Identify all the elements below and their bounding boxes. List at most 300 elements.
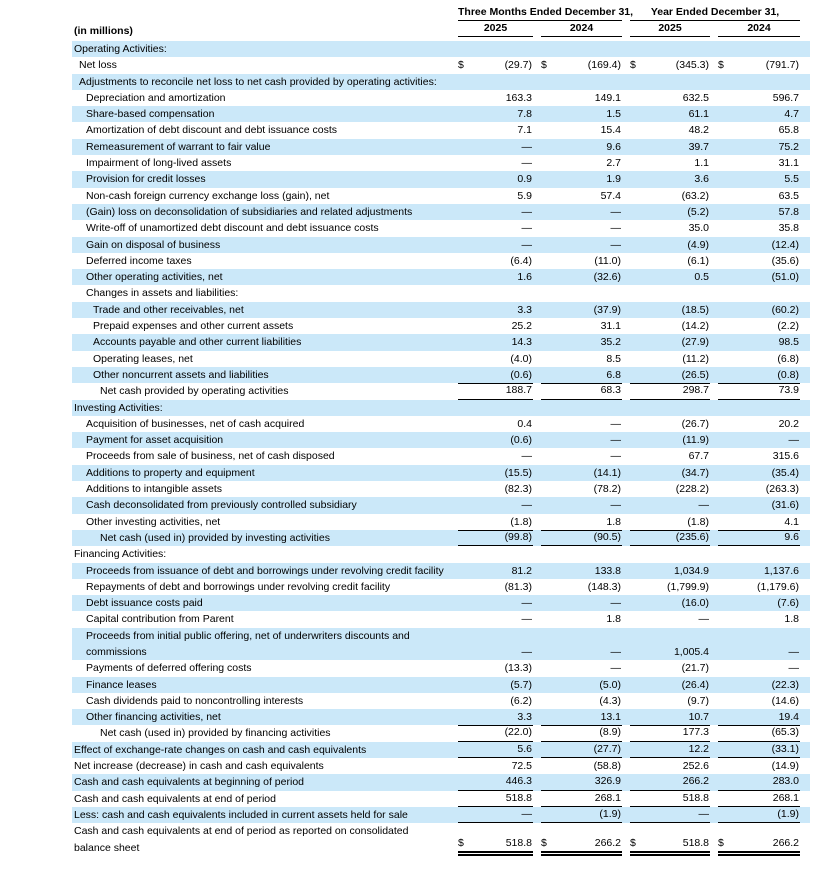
value-cell	[710, 693, 800, 709]
row-label: Other operating activities, net	[86, 271, 223, 284]
cell-value: (148.3)	[587, 580, 622, 593]
row-label: Cash and cash equivalents at end of period as reported on consolidated balance sheet	[74, 825, 409, 854]
value-cell	[450, 400, 533, 416]
dollar-sign: $	[630, 836, 636, 849]
cell-value: 1.8	[606, 515, 622, 528]
row-right-padding	[800, 465, 810, 481]
cell-value: —	[610, 597, 622, 610]
value-cell	[622, 448, 710, 464]
cell-value: 14.3	[511, 336, 532, 349]
value-cell	[533, 416, 622, 432]
value-cell	[450, 106, 533, 122]
cell-value: (22.3)	[771, 678, 800, 691]
cell-value: 15.4	[600, 124, 622, 137]
cell-value: (27.9)	[681, 336, 710, 349]
row-label: Operating leases, net	[93, 352, 193, 365]
table-row	[72, 171, 810, 187]
table-row	[72, 90, 810, 106]
row-label: Cash deconsolidated from previously controlled subsidiary	[86, 499, 357, 512]
row-right-padding	[800, 677, 810, 693]
table-row	[72, 677, 810, 693]
cell-value: —	[788, 662, 800, 675]
cell-value: —	[610, 450, 622, 463]
table-row	[72, 122, 810, 138]
row-label: Trade and other receivables, net	[93, 303, 244, 316]
cell-value: —	[521, 613, 532, 626]
cell-value: 1.6	[517, 271, 532, 284]
value-cell	[533, 660, 622, 676]
value-cell	[533, 791, 622, 807]
value-cell	[710, 563, 800, 579]
cell-value: (14.2)	[681, 320, 710, 333]
value-cell	[710, 90, 800, 106]
cell-value: 1,137.6	[763, 564, 800, 577]
value-cell	[622, 351, 710, 367]
value-cell	[622, 497, 710, 513]
row-label: Capital contribution from Parent	[86, 613, 234, 626]
cell-value: 3.6	[694, 173, 710, 186]
value-cell	[710, 628, 800, 661]
cell-value: (35.6)	[771, 254, 800, 267]
row-label: Effect of exchange-rate changes on cash and cash equivalents	[74, 743, 367, 756]
cell-value: 326.9	[594, 775, 622, 788]
row-label: Gain on disposal of business	[86, 238, 221, 251]
value-cell	[533, 742, 622, 758]
cell-value: (5.0)	[599, 678, 622, 691]
cell-value: 149.1	[594, 91, 622, 104]
value-cell	[450, 725, 533, 741]
value-cell	[710, 709, 800, 725]
value-cell	[622, 807, 710, 823]
cell-value: —	[521, 450, 532, 463]
row-right-padding	[800, 318, 810, 334]
value-cell	[533, 57, 622, 73]
cell-value: (0.6)	[510, 434, 532, 447]
value-cell	[622, 253, 710, 269]
section-header-row	[72, 41, 810, 57]
row-right-padding	[800, 334, 810, 350]
value-cell	[710, 677, 800, 693]
value-cell	[450, 807, 533, 823]
value-cell	[710, 791, 800, 807]
table-row	[72, 204, 810, 220]
cell-value: 25.2	[511, 320, 532, 333]
cell-value: —	[521, 157, 532, 170]
value-cell	[622, 188, 710, 204]
value-cell	[710, 155, 800, 171]
value-cell	[710, 807, 800, 823]
value-cell	[710, 122, 800, 138]
row-right-padding	[800, 611, 810, 627]
row-right-padding	[800, 204, 810, 220]
value-cell	[533, 237, 622, 253]
value-cell	[710, 416, 800, 432]
cell-value: (11.0)	[594, 254, 622, 267]
cell-value: 1.9	[606, 173, 622, 186]
dollar-sign: $	[718, 836, 724, 849]
cell-value: 35.2	[600, 336, 622, 349]
value-cell	[622, 220, 710, 236]
value-cell	[533, 595, 622, 611]
value-cell	[622, 595, 710, 611]
value-cell	[622, 57, 710, 73]
cell-value: (0.6)	[510, 368, 532, 381]
value-cell	[533, 579, 622, 595]
row-label: Additions to property and equipment	[86, 466, 255, 479]
cell-value: 0.9	[517, 173, 532, 186]
cell-value: (11.2)	[682, 352, 710, 365]
value-cell	[533, 139, 622, 155]
value-cell	[450, 530, 533, 546]
cell-value: 35.8	[778, 222, 800, 235]
value-cell	[450, 367, 533, 383]
cell-value: (90.5)	[593, 530, 622, 543]
value-cell	[622, 269, 710, 285]
value-cell	[622, 367, 710, 383]
value-cell	[710, 595, 800, 611]
cell-value: 57.8	[778, 205, 800, 218]
cell-value: (32.6)	[593, 271, 622, 284]
value-cell	[710, 237, 800, 253]
cell-value: (65.3)	[771, 726, 800, 739]
value-cell	[533, 448, 622, 464]
cell-value: 596.7	[772, 91, 800, 104]
cell-value: —	[521, 597, 532, 610]
cell-value: 31.1	[778, 157, 800, 170]
value-cell	[622, 106, 710, 122]
row-label: Adjustments to reconcile net loss to net cash provided by operating activities:	[79, 75, 437, 88]
value-cell	[622, 302, 710, 318]
value-cell	[450, 546, 533, 562]
value-cell	[533, 725, 622, 741]
table-row	[72, 791, 810, 807]
cell-value: (11.9)	[682, 434, 710, 447]
table-row	[72, 253, 810, 269]
row-right-padding	[800, 383, 810, 399]
cell-value: 1.8	[606, 613, 622, 626]
row-label: Net loss	[79, 59, 117, 72]
dollar-sign: $	[541, 836, 547, 849]
cell-value: 13.1	[600, 711, 622, 724]
row-label: Net cash (used in) provided by financing activities	[100, 727, 331, 740]
value-cell	[622, 122, 710, 138]
cell-value: 68.3	[600, 384, 622, 397]
table-row	[72, 416, 810, 432]
cell-value: (29.7)	[504, 59, 532, 72]
table-row	[72, 807, 810, 823]
value-cell	[533, 807, 622, 823]
value-cell	[622, 171, 710, 187]
row-right-padding	[800, 237, 810, 253]
table-row	[72, 774, 810, 790]
value-cell	[710, 579, 800, 595]
value-cell	[622, 758, 710, 774]
value-cell	[622, 546, 710, 562]
value-cell	[622, 465, 710, 481]
cell-value: (6.2)	[510, 694, 532, 707]
row-right-padding	[800, 139, 810, 155]
cell-value: 6.8	[606, 368, 622, 381]
value-cell	[533, 677, 622, 693]
value-cell	[710, 74, 800, 90]
row-right-padding	[800, 351, 810, 367]
value-cell	[710, 481, 800, 497]
value-cell	[710, 106, 800, 122]
cell-value: —	[610, 205, 622, 218]
value-cell	[622, 318, 710, 334]
cell-value: (26.5)	[681, 368, 710, 381]
cell-value: 4.1	[784, 515, 800, 528]
cell-value: (34.7)	[681, 466, 710, 479]
value-cell	[710, 546, 800, 562]
value-cell	[710, 204, 800, 220]
table-row	[72, 432, 810, 448]
cell-value: 268.1	[772, 791, 800, 804]
table-row	[72, 57, 810, 73]
table-row	[72, 725, 810, 741]
cell-value: (51.0)	[771, 271, 800, 284]
table-row	[72, 823, 810, 856]
section-header-row	[72, 546, 810, 562]
cell-value: —	[698, 613, 710, 626]
cell-value: (5.7)	[510, 678, 532, 691]
value-cell	[450, 416, 533, 432]
cell-value: 133.8	[594, 564, 622, 577]
value-cell	[710, 660, 800, 676]
unit-label: (in millions)	[74, 25, 133, 37]
cell-value: 2.7	[606, 157, 622, 170]
cell-value: 72.5	[511, 760, 532, 773]
group-year-ended	[622, 6, 800, 21]
table-row	[72, 383, 810, 399]
value-cell	[533, 220, 622, 236]
value-cell	[622, 563, 710, 579]
value-cell	[450, 628, 533, 661]
table-row	[72, 106, 810, 122]
value-cell	[622, 725, 710, 741]
cell-value: —	[610, 645, 622, 658]
value-cell	[450, 269, 533, 285]
value-cell	[533, 611, 622, 627]
cell-value: (15.5)	[504, 466, 532, 479]
cell-value: 48.2	[688, 124, 710, 137]
value-cell	[450, 237, 533, 253]
cell-value: 5.6	[517, 742, 532, 755]
cell-value: (33.1)	[771, 742, 800, 755]
value-cell	[533, 171, 622, 187]
cell-value: 163.3	[505, 91, 532, 104]
row-label: Proceeds from issuance of debt and borrowings under revolving credit facility	[86, 564, 444, 577]
cell-value: 7.8	[517, 108, 532, 121]
cell-value: (4.3)	[599, 694, 622, 707]
row-label: Net cash provided by operating activities	[100, 385, 289, 398]
cell-value: (27.7)	[593, 742, 622, 755]
value-cell	[710, 758, 800, 774]
cell-value: 19.4	[778, 711, 800, 724]
row-label: Impairment of long-lived assets	[86, 157, 232, 170]
value-cell	[533, 497, 622, 513]
value-cell	[710, 823, 800, 856]
value-cell	[450, 563, 533, 579]
cell-value: 39.7	[688, 140, 710, 153]
cash-flow-table	[72, 6, 810, 856]
row-right-padding	[800, 269, 810, 285]
row-right-padding	[800, 563, 810, 579]
value-cell	[622, 791, 710, 807]
group-year-ended-label: Year Ended December 31,	[630, 6, 800, 21]
value-cell	[622, 579, 710, 595]
row-label: Payments of deferred offering costs	[86, 662, 252, 675]
value-cell	[622, 204, 710, 220]
cell-value: (1.9)	[777, 807, 800, 820]
cell-value: 518.8	[682, 836, 710, 849]
value-cell	[533, 709, 622, 725]
value-cell	[710, 432, 800, 448]
row-right-padding	[800, 774, 810, 790]
row-label: Share-based compensation	[86, 108, 215, 121]
row-right-padding	[800, 497, 810, 513]
row-label: Less: cash and cash equivalents included in current assets held for sale	[74, 808, 408, 821]
value-cell	[622, 74, 710, 90]
cell-value: 252.6	[682, 760, 710, 773]
table-row	[72, 514, 810, 530]
row-right-padding	[800, 595, 810, 611]
cell-value: (263.3)	[765, 483, 800, 496]
cell-value: (13.3)	[504, 662, 532, 675]
table-row	[72, 693, 810, 709]
cell-value: (63.2)	[681, 189, 710, 202]
cell-value: 1.5	[606, 108, 622, 121]
value-cell	[450, 791, 533, 807]
group-three-months-label: Three Months Ended December 31,	[458, 6, 622, 21]
cell-value: —	[610, 222, 622, 235]
value-cell	[622, 774, 710, 790]
cell-value: 315.6	[772, 450, 800, 463]
value-cell	[710, 41, 800, 57]
row-label: Operating Activities:	[74, 43, 167, 55]
row-label: Net cash (used in) provided by investing activities	[100, 531, 330, 544]
cell-value: 31.1	[600, 320, 622, 333]
row-label: Remeasurement of warrant to fair value	[86, 140, 271, 153]
row-label: Proceeds from initial public offering, net of underwriters discounts and commissions	[86, 629, 410, 658]
table-row	[72, 530, 810, 546]
cell-value: 283.0	[772, 775, 800, 788]
value-cell	[710, 448, 800, 464]
cell-value: —	[521, 807, 532, 820]
row-label: Other financing activities, net	[86, 711, 221, 724]
row-right-padding	[800, 90, 810, 106]
value-cell	[450, 74, 533, 90]
cell-value: 4.7	[784, 108, 800, 121]
value-cell	[533, 155, 622, 171]
table-row	[72, 742, 810, 758]
row-label: Cash and cash equivalents at beginning of period	[74, 776, 304, 789]
value-cell	[450, 595, 533, 611]
cell-value: (21.7)	[681, 662, 710, 675]
value-cell	[710, 774, 800, 790]
value-cell	[622, 742, 710, 758]
table-row	[72, 563, 810, 579]
row-right-padding	[800, 807, 810, 823]
value-cell	[450, 220, 533, 236]
section-header-row	[72, 400, 810, 416]
value-cell	[622, 416, 710, 432]
value-cell	[710, 742, 800, 758]
cell-value: —	[788, 434, 800, 447]
cell-value: (0.8)	[777, 368, 800, 381]
cell-value: (235.6)	[675, 530, 710, 543]
value-cell	[710, 367, 800, 383]
row-label: Accounts payable and other current liabilities	[93, 336, 302, 349]
row-right-padding	[800, 41, 810, 57]
row-right-padding	[800, 791, 810, 807]
row-right-padding	[800, 823, 810, 856]
cell-value: —	[698, 499, 710, 512]
value-cell	[622, 677, 710, 693]
value-cell	[450, 139, 533, 155]
value-cell	[622, 139, 710, 155]
table-row	[72, 595, 810, 611]
cell-value: 1.8	[784, 613, 800, 626]
cell-value: 0.4	[517, 417, 532, 430]
column-group-header-row	[72, 6, 810, 21]
row-right-padding	[800, 448, 810, 464]
table-row	[72, 497, 810, 513]
cell-value: (7.6)	[777, 597, 800, 610]
value-cell	[622, 823, 710, 856]
value-cell	[533, 302, 622, 318]
dollar-sign: $	[718, 59, 724, 72]
value-cell	[710, 400, 800, 416]
year-header-row	[72, 21, 810, 37]
cell-value: (791.7)	[765, 59, 800, 72]
cell-value: (26.7)	[681, 417, 710, 430]
table-row	[72, 269, 810, 285]
value-cell	[450, 514, 533, 530]
table-row	[72, 448, 810, 464]
cell-value: 61.1	[688, 108, 710, 121]
value-cell	[622, 334, 710, 350]
value-cell	[533, 546, 622, 562]
row-right-padding	[800, 106, 810, 122]
year-col-4: 2024	[718, 22, 800, 37]
row-label: Prepaid expenses and other current assets	[93, 320, 294, 333]
value-cell	[450, 188, 533, 204]
row-right-padding	[800, 758, 810, 774]
value-cell	[450, 318, 533, 334]
value-cell	[533, 465, 622, 481]
row-label: Cash dividends paid to noncontrolling interests	[86, 694, 304, 707]
table-row	[72, 139, 810, 155]
value-cell	[450, 465, 533, 481]
value-cell	[533, 41, 622, 57]
value-cell	[450, 351, 533, 367]
value-cell	[710, 497, 800, 513]
row-label: Proceeds from sale of business, net of cash disposed	[86, 450, 335, 463]
row-right-padding	[800, 432, 810, 448]
cell-value: —	[610, 434, 622, 447]
row-right-padding	[800, 285, 810, 301]
value-cell	[710, 285, 800, 301]
cell-value: 632.5	[682, 91, 710, 104]
cell-value: 518.8	[505, 791, 532, 804]
row-right-padding	[800, 188, 810, 204]
row-right-padding	[800, 57, 810, 73]
value-cell	[450, 693, 533, 709]
cell-value: (1,799.9)	[666, 580, 710, 593]
cell-value: —	[521, 222, 532, 235]
value-cell	[710, 530, 800, 546]
